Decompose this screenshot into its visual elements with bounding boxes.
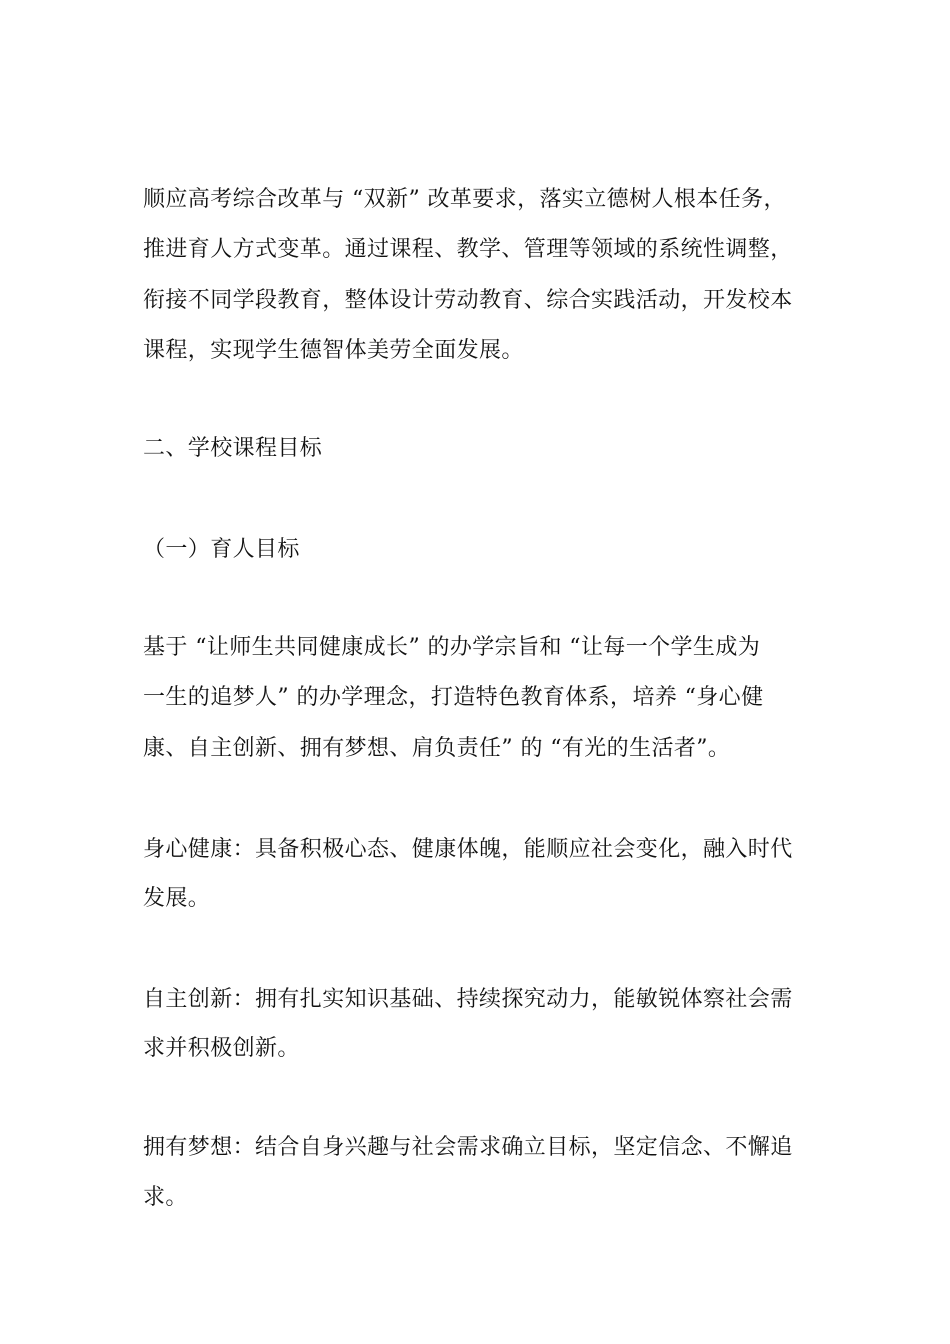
intro-paragraph-line-4: 课程，实现学生德智体美劳全面发展。: [143, 338, 524, 363]
goal-paragraph-line-1: 基于 “让师生共同健康成长” 的办学宗旨和 “让每一个学生成为: [143, 635, 761, 660]
subsection-heading: （一）育人目标: [143, 537, 300, 562]
innovation-paragraph-line-2: 求并积极创新。: [143, 1036, 300, 1061]
dream-paragraph-line-1: 拥有梦想：结合自身兴趣与社会需求确立目标，坚定信念、不懈追: [143, 1135, 793, 1160]
health-paragraph-line-2: 发展。: [143, 886, 211, 911]
section-heading: 二、学校课程目标: [143, 436, 323, 461]
intro-paragraph-line-1: 顺应高考综合改革与 “双新” 改革要求，落实立德树人根本任务，: [143, 187, 786, 212]
dream-paragraph-line-2: 求。: [143, 1185, 188, 1210]
goal-paragraph-line-3: 康、自主创新、拥有梦想、肩负责任” 的 “有光的生活者”。: [143, 736, 731, 761]
health-paragraph-line-1: 身心健康：具备积极心态、健康体魄，能顺应社会变化，融入时代: [143, 837, 793, 862]
innovation-paragraph-line-1: 自主创新：拥有扎实知识基础、持续探究动力，能敏锐体察社会需: [143, 987, 793, 1012]
goal-paragraph-line-2: 一生的追梦人” 的办学理念，打造特色教育体系，培养 “身心健: [143, 685, 764, 710]
intro-paragraph-line-3: 衔接不同学段教育，整体设计劳动教育、综合实践活动，开发校本: [143, 288, 793, 313]
intro-paragraph-line-2: 推进育人方式变革。通过课程、教学、管理等领域的系统性调整，: [143, 237, 793, 262]
